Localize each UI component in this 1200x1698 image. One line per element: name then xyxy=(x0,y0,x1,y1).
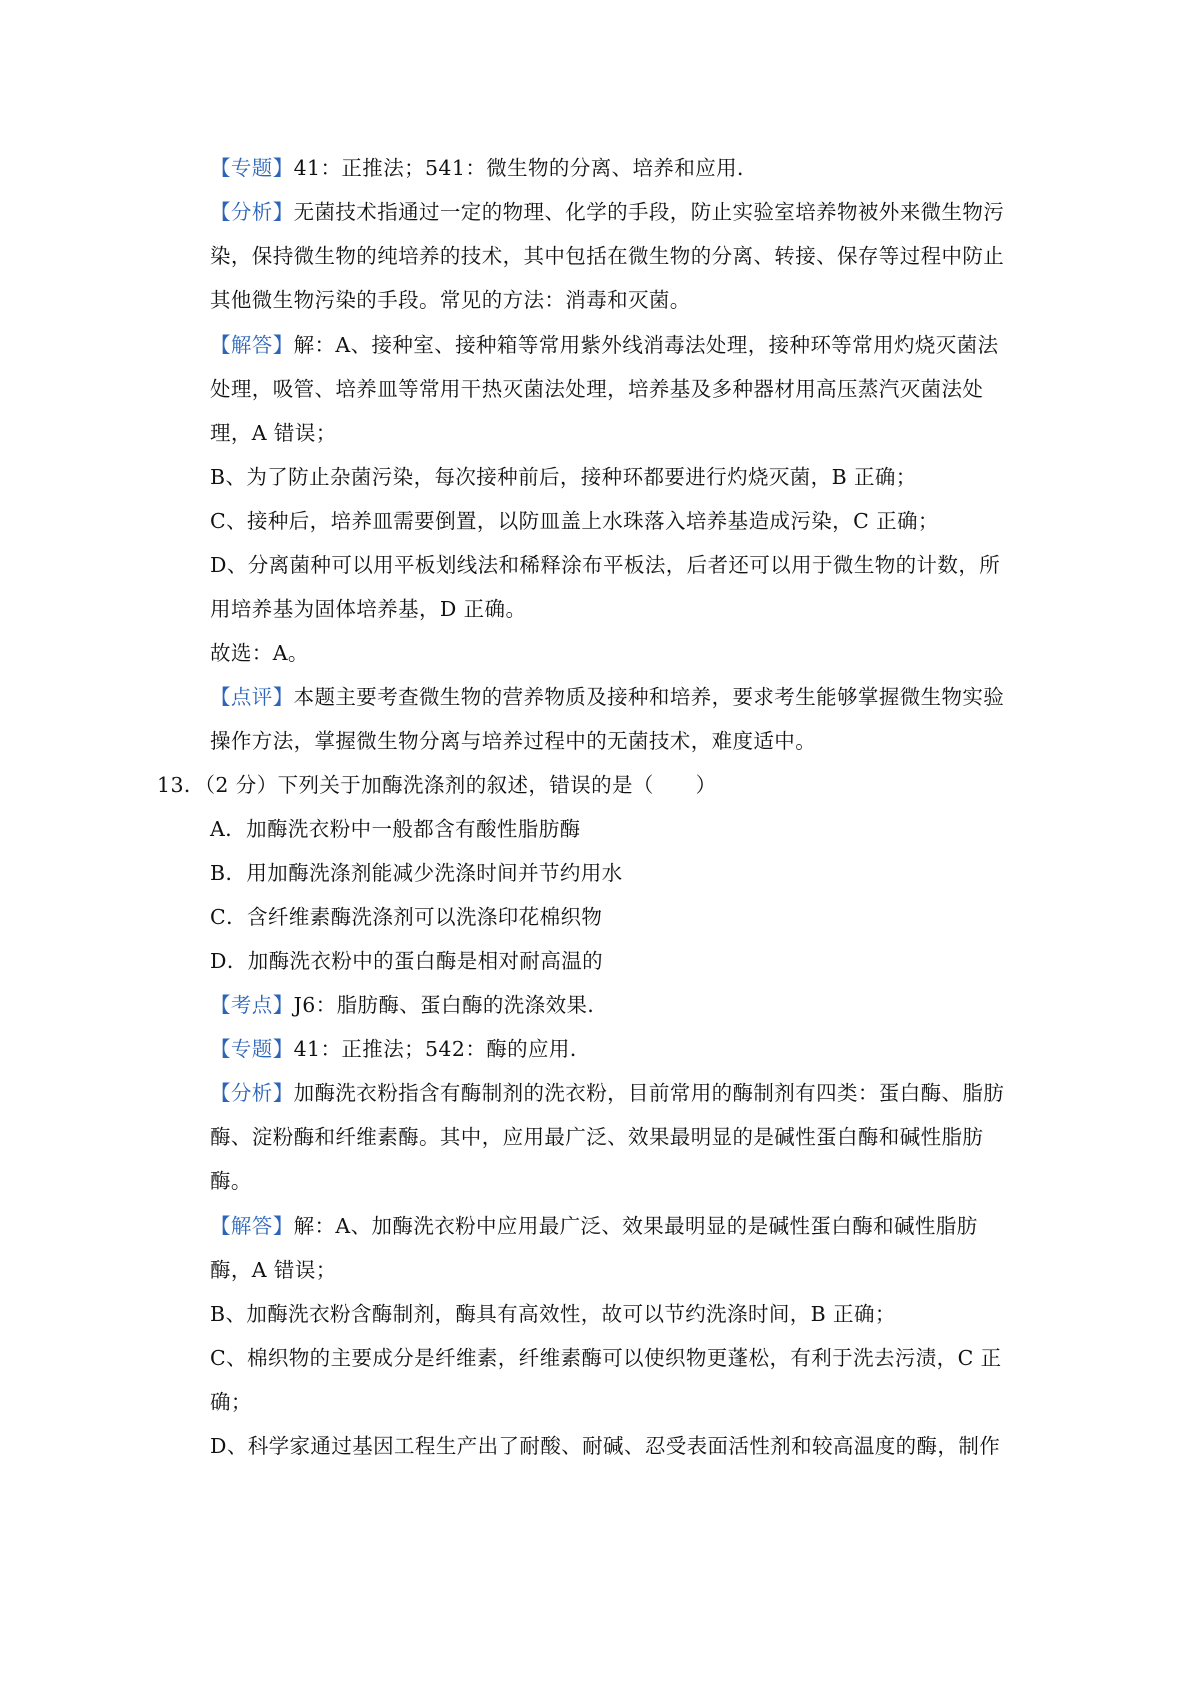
analysis-text: 其他微生物污染的手段。常见的方法：消毒和灭菌。 xyxy=(210,288,691,312)
answer-line xyxy=(210,550,1000,580)
section-topic-line xyxy=(210,153,758,183)
option-b xyxy=(210,858,623,888)
option-text: C．含纤维素酶洗涤剂可以洗涤印花棉织物 xyxy=(210,905,603,929)
answer-line xyxy=(210,418,337,448)
answer-line xyxy=(210,1431,1000,1461)
answer-line xyxy=(210,1211,978,1241)
analysis-line xyxy=(210,197,1004,227)
analysis-line xyxy=(210,1166,252,1196)
option-text: B．用加酶洗涤剂能减少洗涤时间并节约用水 xyxy=(210,861,623,885)
analysis-text: 染，保持微生物的纯培养的技术，其中包括在微生物的分离、转接、保存等过程中防止 xyxy=(210,244,1005,268)
topic-tag: 【专题】 xyxy=(210,156,294,180)
analysis-tag: 【分析】 xyxy=(210,200,294,224)
option-text: A．加酶洗衣粉中一般都含有酸性脂肪酶 xyxy=(210,817,581,841)
answer-tag: 【解答】 xyxy=(210,1214,294,1238)
answer-line xyxy=(210,462,917,492)
answer-choice-line xyxy=(210,638,309,668)
analysis-line xyxy=(210,1078,1004,1108)
topic-tag: 【专题】 xyxy=(210,1037,294,1061)
comment-line xyxy=(210,726,816,756)
answer-text: 用培养基为固体培养基，D 正确。 xyxy=(210,597,527,621)
answer-text: D、分离菌种可以用平板划线法和稀释涂布平板法，后者还可以用于微生物的计数，所 xyxy=(210,553,1001,577)
answer-text: 处理，吸管、培养皿等常用干热灭菌法处理，培养基及多种器材用高压蒸汽灭菌法处 xyxy=(210,377,984,401)
comment-tag: 【点评】 xyxy=(210,685,294,709)
comment-text: 本题主要考查微生物的营养物质及接种和培养，要求考生能够掌握微生物实验 xyxy=(293,685,1005,709)
option-c xyxy=(210,902,602,932)
keypoint-text: J6：脂肪酶、蛋白酶的洗涤效果． xyxy=(293,993,609,1017)
analysis-text: 加酶洗衣粉指含有酶制剂的洗衣粉，目前常用的酶制剂有四类：蛋白酶、脂肪 xyxy=(293,1081,1005,1105)
topic-text: 41：正推法；541：微生物的分离、培养和应用． xyxy=(293,156,758,180)
analysis-text: 酶、淀粉酶和纤维素酶。其中，应用最广泛、效果最明显的是碱性蛋白酶和碱性脂肪 xyxy=(210,1125,984,1149)
answer-text: B、为了防止杂菌污染，每次接种前后，接种环都要进行灼烧灭菌，B 正确； xyxy=(210,465,917,489)
answer-tag: 【解答】 xyxy=(210,333,294,357)
answer-line xyxy=(210,1255,337,1285)
answer-text: 确； xyxy=(210,1390,252,1414)
answer-text: C、棉织物的主要成分是纤维素，纤维素酶可以使织物更蓬松，有利于洗去污渍，C 正 xyxy=(210,1346,1002,1370)
analysis-line xyxy=(210,241,1004,271)
answer-text: B、加酶洗衣粉含酶制剂，酶具有高效性，故可以节约洗涤时间，B 正确； xyxy=(210,1302,896,1326)
comment-text: 操作方法，掌握微生物分离与培养过程中的无菌技术，难度适中。 xyxy=(210,729,817,753)
keypoint-tag: 【考点】 xyxy=(210,993,294,1017)
topic-line xyxy=(210,1034,591,1064)
answer-text: 酶，A 错误； xyxy=(210,1258,337,1282)
answer-text: 理，A 错误； xyxy=(210,421,337,445)
answer-text: 解：A、加酶洗衣粉中应用最广泛、效果最明显的是碱性蛋白酶和碱性脂肪 xyxy=(293,1214,978,1238)
analysis-text: 酶。 xyxy=(210,1169,252,1193)
topic-text: 41：正推法；542：酶的应用． xyxy=(293,1037,591,1061)
question-text: 13．（2 分）下列关于加酶洗涤剂的叙述，错误的是（ ） xyxy=(157,773,717,797)
question-stem xyxy=(157,770,717,800)
option-d xyxy=(210,946,603,976)
analysis-text: 无菌技术指通过一定的物理、化学的手段，防止实验室培养物被外来微生物污 xyxy=(293,200,1005,224)
answer-line xyxy=(210,1299,896,1329)
analysis-tag: 【分析】 xyxy=(210,1081,294,1105)
option-text: D．加酶洗衣粉中的蛋白酶是相对耐高温的 xyxy=(210,949,604,973)
answer-text: 解：A、接种室、接种箱等常用紫外线消毒法处理，接种环等常用灼烧灭菌法 xyxy=(293,333,999,357)
comment-line xyxy=(210,682,1004,712)
answer-line xyxy=(210,506,939,536)
analysis-line xyxy=(210,1122,983,1152)
keypoint-line xyxy=(210,990,608,1020)
answer-text: D、科学家通过基因工程生产出了耐酸、耐碱、忍受表面活性剂和较高温度的酶，制作 xyxy=(210,1434,1001,1458)
answer-line xyxy=(210,594,526,624)
answer-text: C、接种后，培养皿需要倒置，以防皿盖上水珠落入培养基造成污染，C 正确； xyxy=(210,509,939,533)
analysis-line xyxy=(210,285,691,315)
answer-choice-text: 故选：A。 xyxy=(210,641,309,665)
option-a xyxy=(210,814,581,844)
answer-line xyxy=(210,1343,1002,1373)
answer-line xyxy=(210,1387,252,1417)
answer-line xyxy=(210,330,999,360)
answer-line xyxy=(210,374,983,404)
